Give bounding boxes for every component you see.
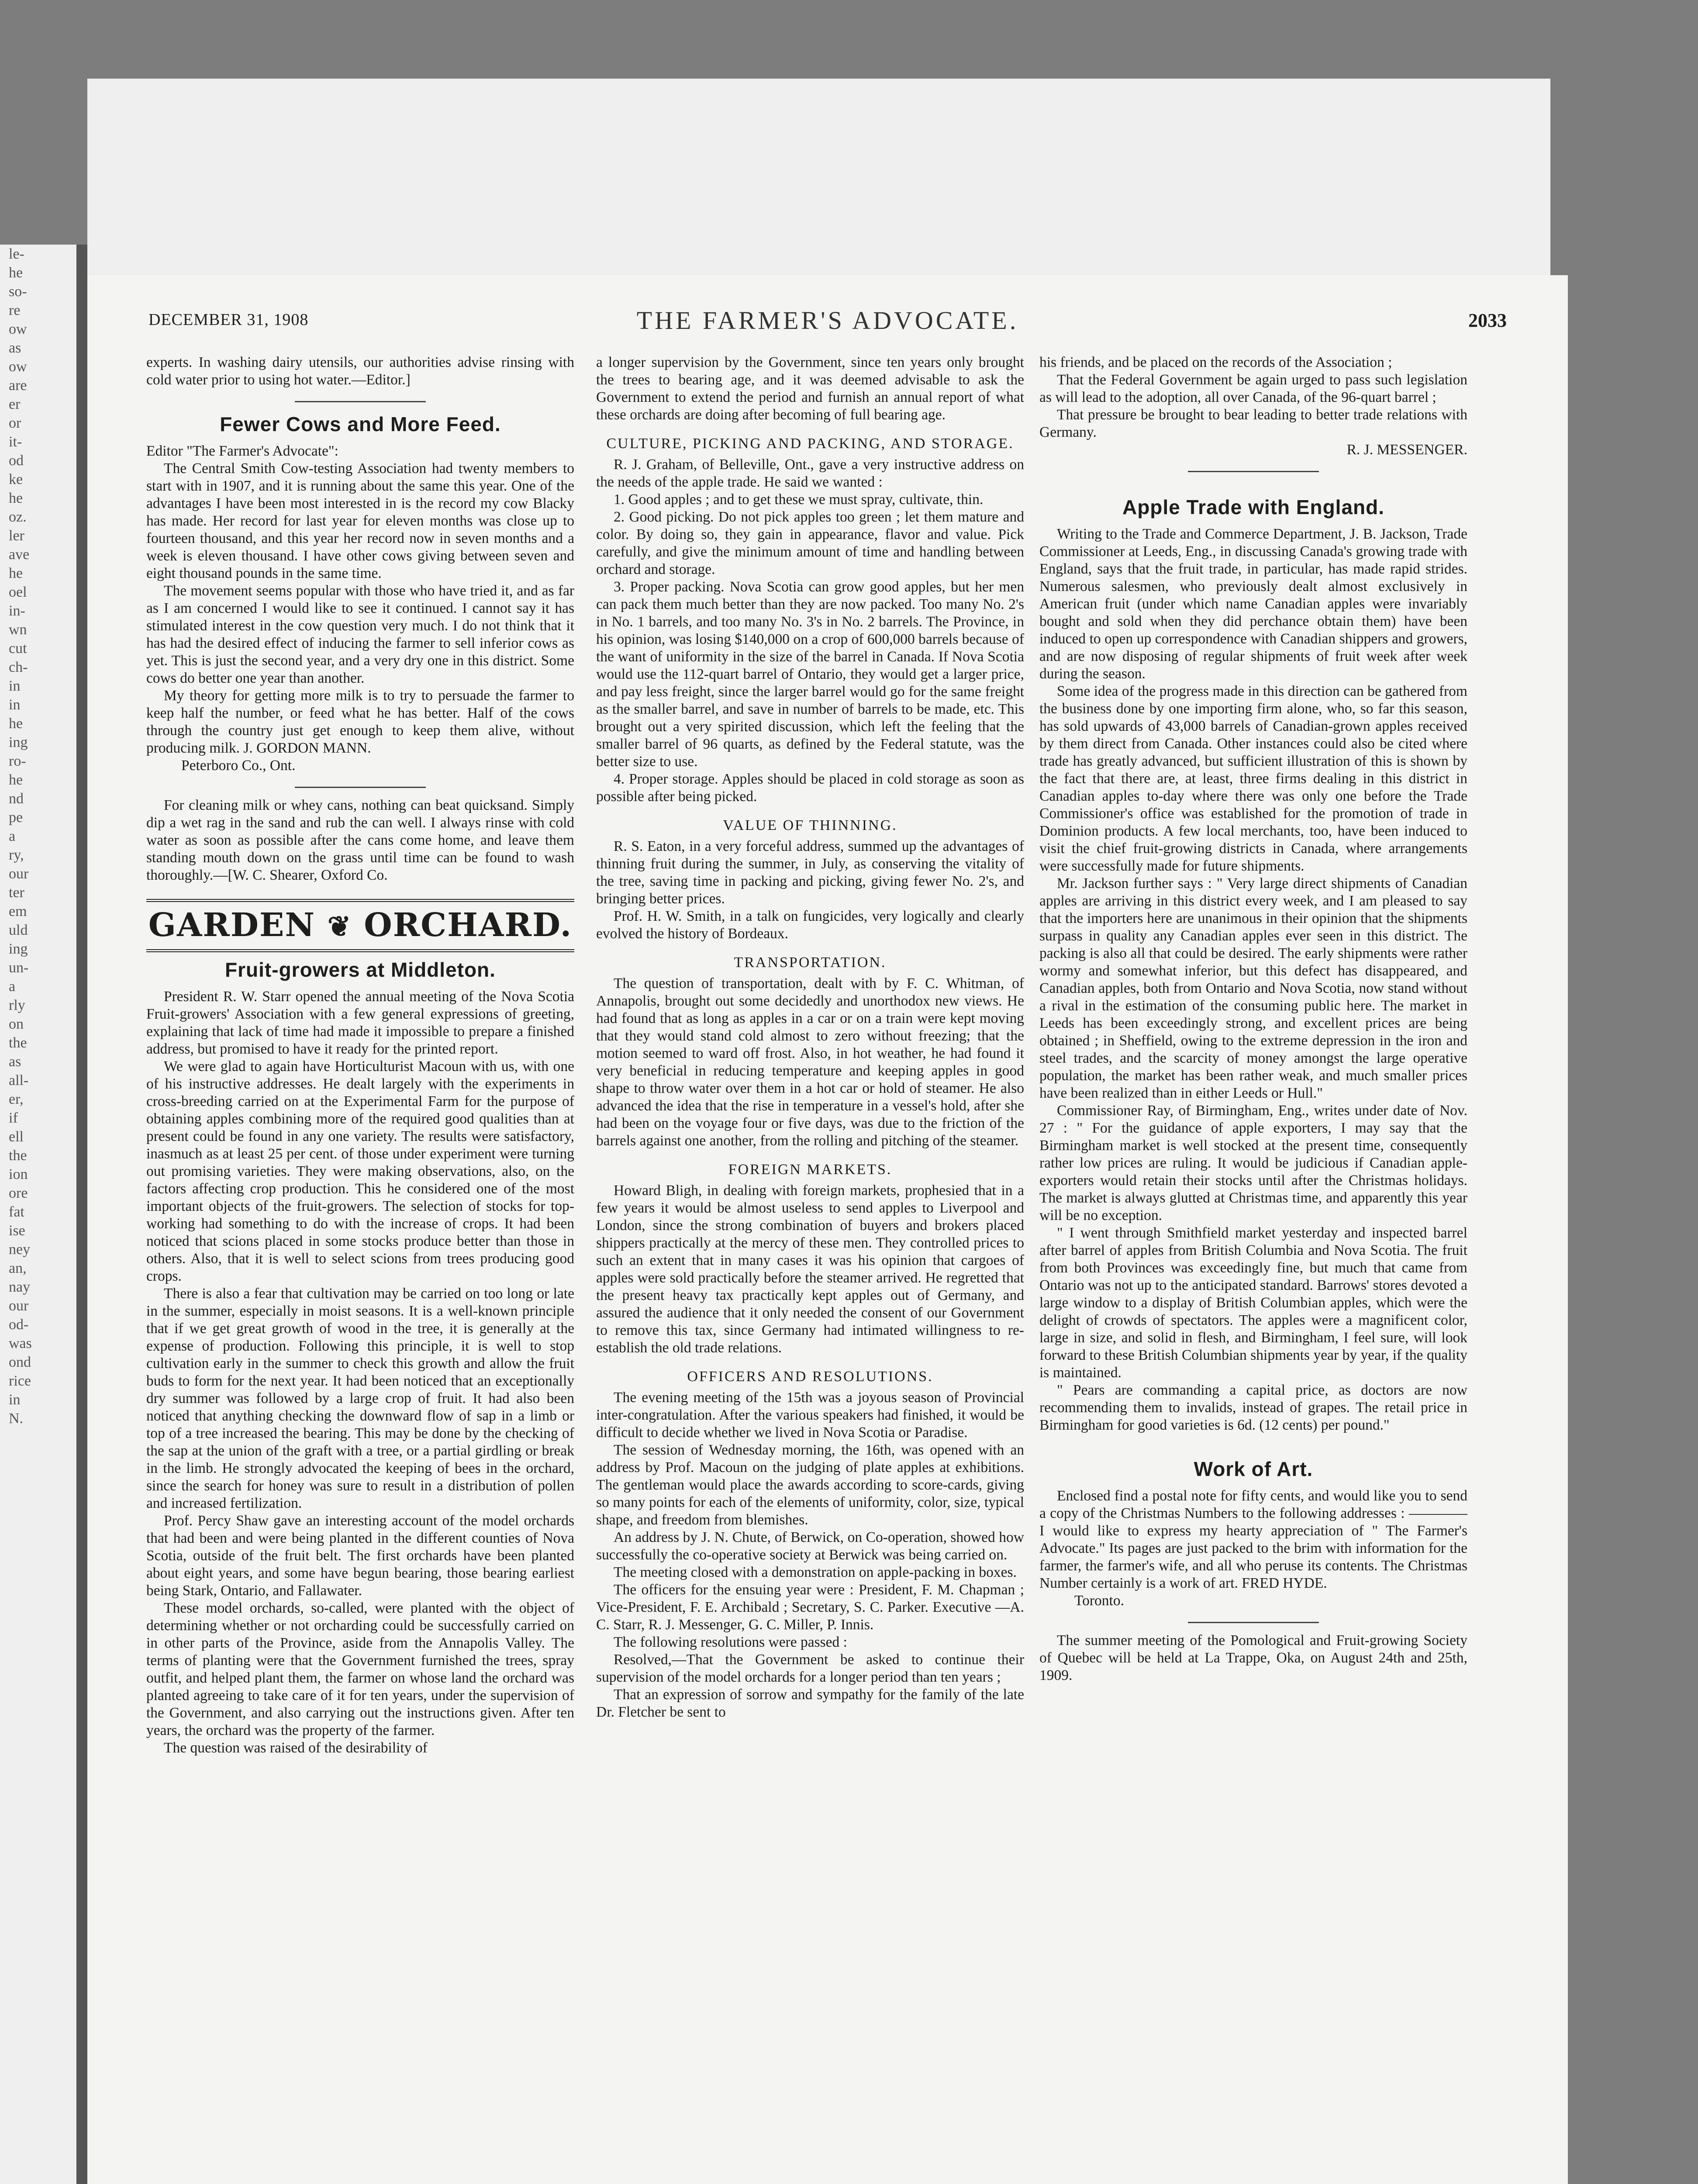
facing-page-fragment: ch- (9, 659, 28, 675)
paragraph: My theory for getting more milk is to try to persuade the farmer to keep half the number, or feed what he has better. Half of the cows through the country just get enough to keep them alive, without producing milk. J. GORDON MANN. (146, 688, 574, 756)
department-word: GARDEN (148, 906, 316, 944)
page-gutter (76, 245, 87, 2184)
paragraph: That an expression of sorrow and sympathy for the family of the late Dr. Fletcher be sent to (596, 1686, 1024, 1720)
facing-page-fragment: our (9, 866, 29, 882)
facing-page-fragment: he (9, 772, 23, 788)
paragraph: The Central Smith Cow-testing Association had twenty members to start with in 1907, and it is running about the same this year. One of the advantages I have been most interested in is the record my cow Blacky has made. Her record for last year for eleven months was close up to fourteen thousand, and this year her record now in seven months and a week is eleven thousand. I have other cows giving between seven and eight thousand pounds in the same time. (146, 460, 574, 581)
facing-page-fragment: ond (9, 1354, 31, 1370)
paragraph: " Pears are commanding a capital price, as doctors are now recommending them to invalids, instead of grapes. The retail price in Birmingham for good varieties is 6d. (12 cents) per pound." (1039, 1382, 1467, 1433)
headline-fewer-cows: Fewer Cows and More Feed. (220, 413, 501, 435)
paragraph: experts. In washing dairy utensils, our authorities advise rinsing with cold water prior to using hot water.—Editor.] (146, 354, 574, 388)
facing-page-fragment: in (9, 678, 21, 694)
paragraph: 2. Good picking. Do not pick apples too green ; let them mature and color. By doing so, they gain in appearance, flavor and value. Pick carefully, and give the minimum amount of time and handling between orchard and storage. (596, 509, 1024, 577)
newspaper-page (87, 275, 1568, 2184)
facing-page-fragment: ler (9, 528, 24, 544)
facing-page-fragment: as (9, 340, 21, 356)
column-1 (146, 354, 574, 1757)
facing-page-fragment: em (9, 903, 27, 919)
facing-page-fragment: pe (9, 809, 23, 826)
paragraph: These model orchards, so-called, were planted with the object of determining whether or not orcharding could be successfully carried on in other parts of the Province, aside from the Annapolis Valley. The terms of planting were that the Government furnished the trees, spray outfit, and helped plant them, the farmer on whose land the orchard was planted agreeing to take care of it for ten years, under the supervision of the Government, and also carrying out the instructions given. After ten years, the orchard was the property of the farmer. (146, 1600, 574, 1738)
headline-work-of-art: Work of Art. (1194, 1458, 1313, 1480)
facing-page-fragment: nay (9, 1279, 31, 1295)
facing-page-fragment: ry, (9, 847, 24, 863)
divider (295, 401, 426, 402)
paragraph: Some idea of the progress made in this direction can be gathered from the business done by one importing firm alone, who, so far this season, has sold upwards of 43,000 barrels of Canadian-grown apples received by them direct from Canada. Other instances could also be cited where trade has greatly advanced, but sufficient illustration of this is shown by the fact that there are, at least, three firms dealing in this district in Canadian apples to-day where there was only one before the Trade Commissioner's office was established for the promotion of trade in Dominion products. A few local merchants, too, have been induced to visit the chief fruit-growing districts in Canada, where arrangements were successfully made for future shipments. (1039, 683, 1467, 874)
paragraph: We were glad to again have Horticulturist Macoun with us, with one of his instructive addresses. He dealt largely with the experiments in cross-breeding carried on at the Experimental Farm for the purpose of obtaining apples combining more of the required good qualities than at present could be found in any one variety. The results were satisfactory, inasmuch as at least 25 per cent. of those under experiment were turning out promising varieties. They were making observations, also, on the factors affecting crop production. This he considered one of the most important objects of the fruit-growers. The selection of stocks for top-working had something to do with the increase of crops. It had been noticed that scions placed in some stocks produce better than those in others. Also, that it is well to select scions from trees producing good crops. (146, 1058, 574, 1284)
facing-page-fragment: fat (9, 1204, 24, 1220)
facing-page-fragment: all- (9, 1072, 29, 1089)
signature: R. J. MESSENGER. (1346, 442, 1467, 458)
facing-page-fragment: or (9, 415, 21, 431)
paragraph: Resolved,—That the Government be asked to continue their supervision of the model orchards for a longer period than ten years ; (596, 1652, 1024, 1685)
facing-page-fragment: N. (9, 1410, 24, 1427)
paragraph: That the Federal Government be again urged to pass such legislation as will lead to the adoption, all over Canada, of the 96-quart barrel ; (1039, 372, 1467, 405)
facing-page-fragment: was (9, 1335, 32, 1351)
paragraph: R. J. Graham, of Belleville, Ont., gave a very instructive address on the needs of the apple trade. He said we wanted : (596, 456, 1024, 490)
facing-page-fragment: ell (9, 1129, 24, 1145)
facing-page-fragment: cut (9, 640, 27, 657)
paragraph: The movement seems popular with those who have tried it, and as far as I am concerned I would like to see it continued. I cannot say it has stimulated interest in the cow question very much. I do not think that it has had the desired effect of inducing the farmer to sell inferior cows as yet. This is just the second year, and a very dry one in this district. Some cows do better one year than another. (146, 583, 574, 686)
facing-page-fragment: ke (9, 471, 23, 487)
paragraph: Writing to the Trade and Commerce Department, J. B. Jackson, Trade Commissioner at Leeds, Eng., in discussing Canada's growing trade with England, says that the fruit trade, in particular, has made rapid strides. Numerous salesmen, who previously dealt almost exclusively in American fruit (under which name Canadian apples were invariably bought and sold when they did perchance obtain them) have been induced to open up correspondence with Canadian shippers and growers, and are now disposing of regular shipments of fruit week after week during the season. (1039, 526, 1467, 682)
facing-page-fragment: he (9, 715, 23, 732)
facing-page-fragment: re (9, 302, 21, 318)
column-2 (596, 354, 1024, 1721)
facing-page-fragment: uld (9, 922, 28, 938)
paragraph: a longer supervision by the Government, since ten years only brought the trees to bearing age, and it was deemed advisable to ask the Government to extend the period and furnish an annual report of what these orchards are doing after becoming of full bearing age. (596, 354, 1024, 423)
facing-page-fragment: er, (9, 1091, 24, 1107)
paragraph: The following resolutions were passed : (614, 1634, 847, 1650)
masthead-title: THE FARMER'S ADVOCATE. (636, 306, 1019, 335)
divider (1188, 1622, 1319, 1623)
divider (1188, 471, 1319, 472)
paragraph: The session of Wednesday morning, the 16th, was opened with an address by Prof. Macoun on the judging of plate apples at exhibitions. The gentleman would place the awards according to score-cards, giving so many points for each of the elements of uniformity, color, size, typical shape, and freedom from blemishes. (596, 1442, 1024, 1528)
dateline: Peterboro Co., Ont. (181, 757, 296, 774)
facing-page-fragment: od (9, 453, 24, 469)
issue-date: DECEMBER 31, 1908 (148, 311, 309, 329)
dateline: Toronto. (1074, 1593, 1124, 1609)
paragraph: The question of transportation, dealt with by F. C. Whitman, of Annapolis, brought out some decidedly and unorthodox new views. He had found that as long as apples in a car or on a train were kept moving that they would stand cold almost to zero without freezing; that the motion seemed to ward off frost. Also, in hot weather, he had found it very beneficial in reducing temperature and keeping apples in good shape to throw water over them in a hot car or hold of steamer. He also advanced the idea that the rise in temperature in a vessel's hold, after she had been on the voyage four or five days, was due to the friction of the barrels against one another, from the rolling and pitching of the steamer. (596, 975, 1024, 1149)
facing-page-fragment: in (9, 697, 21, 713)
facing-page-fragment: oel (9, 584, 27, 600)
paragraph: R. S. Eaton, in a very forceful address, summed up the advantages of thinning fruit during the summer, in July, as conserving the vitality of the tree, saving time in packing and picking, giving fewer No. 2's, and bringing better prices. (596, 838, 1024, 907)
facing-page-fragment: if (9, 1110, 18, 1126)
section-heading: VALUE OF THINNING. (723, 817, 897, 833)
facing-page-fragment: as (9, 1054, 21, 1070)
facing-page-fragment: so- (9, 283, 27, 300)
running-head (148, 306, 1507, 336)
paragraph: The question was raised of the desirability of (164, 1740, 428, 1756)
facing-page-fragment: ow (9, 321, 27, 337)
section-heading: OFFICERS AND RESOLUTIONS. (687, 1368, 933, 1385)
facing-page-fragment: er (9, 396, 21, 412)
page-number: 2033 (1468, 310, 1507, 331)
paragraph: Prof. Percy Shaw gave an interesting account of the model orchards that had been and were being planted in the different counties of Nova Scotia, outside of the fruit belt. The first orchards have been planted about eight years, and some have begun bearing, those bearing earliest being Stark, Ontario, and Fallawater. (146, 1513, 574, 1599)
facing-page-fragment: on (9, 1016, 24, 1032)
facing-page-fragment: an, (9, 1260, 27, 1276)
facing-page-fragment: un- (9, 960, 29, 976)
facing-page-fragment: are (9, 377, 27, 394)
headline-apple-trade: Apple Trade with England. (1122, 496, 1385, 518)
department-word: ORCHARD. (364, 906, 573, 944)
facing-page-fragment: ow (9, 359, 27, 375)
facing-page-fragment: the (9, 1035, 27, 1051)
paragraph: Howard Bligh, in dealing with foreign markets, prophesied that in a few years it would be almost useless to send apples to Liverpool and London, since the strong combination of buyers and brokers placed shippers practically at the mercy of these men. They controlled prices to such an extent that in many cases it was his opinion that cargoes of apples were sold practically before the steamer arrived. He regretted that the present heavy tax practically kept apples out of Germany, and assured the audience that it only needed the consent of our Government to remove this tax, since Germany had intimated willingness to re-establish the old trade relations. (596, 1182, 1024, 1356)
facing-page-fragment: od- (9, 1317, 29, 1333)
previous-page-edge (87, 79, 1550, 288)
divider (295, 787, 426, 788)
facing-page-fragment: our (9, 1298, 29, 1314)
paragraph: That pressure be brought to bear leading to better trade relations with Germany. (1039, 407, 1467, 440)
leaf-ornament-icon: ❦ (327, 910, 352, 943)
paragraph: President R. W. Starr opened the annual meeting of the Nova Scotia Fruit-growers' Association with a few general expressions of greeting, explaining that lack of time had made it impossible to prepare a finished address, but promised to have it ready for the printed report. (146, 988, 574, 1057)
facing-page-fragment: it- (9, 434, 22, 450)
salutation: Editor "The Farmer's Advocate": (146, 443, 338, 459)
section-heading: CULTURE, PICKING AND PACKING, AND STORAGE. (606, 435, 1014, 452)
paragraph: Mr. Jackson further says : " Very large direct shipments of Canadian apples are arriving in this district every week, and I am pleased to say that the importers here are unanimous in their opinion that the shipments surpass in quality any Canadian apples ever seen in this district. The packing is also all that could be desired. The early shipments were rather wormy and somewhat inferior, but this defect has disappeared, and Canadian apples, both from Ontario and Nova Scotia, now stand without a rival in the estimation of the consuming public here. The market in Leeds has been exceedingly strong, and excellent prices are being obtained ; in Sheffield, owing to the extreme depression in the iron and steel trades, and the scarcity of money amongst the large operative population, the market has been rather weak, and much smaller prices have been realized than in either Leeds or Hull." (1039, 875, 1467, 1101)
facing-page-fragment: in (9, 1392, 21, 1408)
facing-page-fragment: he (9, 490, 23, 506)
paragraph: For cleaning milk or whey cans, nothing can beat quicksand. Simply dip a wet rag in the sand and rub the can well. I always rinse with cold water as soon as possible after the cans come home, and leave them standing mouth down on the grass until time can be found to wash thoroughly.—[W. C. Shearer, Oxford Co. (146, 797, 574, 883)
facing-page-fragment: he (9, 565, 23, 581)
paragraph: 1. Good apples ; and to get these we must spray, cultivate, thin. (614, 491, 984, 508)
facing-page-fragment: a (9, 828, 16, 844)
paragraph: The summer meeting of the Pomological and Fruit-growing Society of Quebec will be held at La Trappe, Oka, on August 24th and 25th, 1909. (1039, 1632, 1467, 1683)
section-heading: FOREIGN MARKETS. (728, 1161, 892, 1178)
facing-page-fragment: le- (9, 246, 24, 262)
headline-fruit-growers: Fruit-growers at Middleton. (225, 958, 496, 981)
facing-page-fragment: ion (9, 1166, 28, 1182)
facing-page-fragment: ore (9, 1185, 28, 1201)
paragraph: The evening meeting of the 15th was a joyous season of Provincial inter-congratulation. After the various speakers had finished, it would be difficult to decide whether we lived in Nova Scotia or Paradise. (596, 1389, 1024, 1441)
paragraph: Commissioner Ray, of Birmingham, Eng., writes under date of Nov. 27 : " For the guidance of apple exporters, I may say that the Birmingham market is well stocked at the present time, consequently rather low prices are ruling. It would be judicious if Canadian apple-exporters would retain their stocks until after the Christmas holidays. The market is always glutted at Christmas time, and apparently this year will be no exception. (1039, 1102, 1467, 1223)
facing-page-fragment: oz. (9, 509, 27, 525)
facing-page-fragment: ave (9, 546, 30, 563)
paragraph: An address by J. N. Chute, of Berwick, on Co-operation, showed how successfully the co-operative society at Berwick was being carried on. (596, 1529, 1024, 1563)
facing-page-fragment: nd (9, 791, 24, 807)
facing-page-fragment: ney (9, 1241, 31, 1258)
paragraph: 3. Proper packing. Nova Scotia can grow good apples, but her men can pack them much better than they are now packed. Too many No. 2's in No. 1 barrels, and too many No. 3's in No. 2 barrels. The Province, in his opinion, was losing $140,000 on a crop of 600,000 barrels because of the want of uniformity in the size of the barrel in Canada. If Nova Scotia would use the 112-quart barrel of Ontario, they would get a larger price, and pay less freight, since the larger barrel would go for the same freight as the smaller barrel, and save in number of barrels to be made, etc. This brought out a very spirited discussion, which left the feeling that the smaller barrel of 96 quarts, as defined by the Federal statute, was the better size to use. (596, 579, 1024, 770)
paragraph: Enclosed find a postal note for fifty cents, and would like you to send a copy of the Christmas Numbers to the following addresses : ———— I would like to express my hearty appreciation of " The Farmer's Advocate." Its pages are just packed to the brim with information for the farmer, the farmer's wife, and all who peruse its contents. The Christmas Number certainly is a work of art. FRED HYDE. (1039, 1488, 1467, 1591)
department-banner-garden-orchard (146, 899, 574, 952)
facing-page-fragment: ter (9, 885, 24, 901)
facing-page-fragment: rice (9, 1373, 31, 1389)
paragraph: his friends, and be placed on the records of the Association ; (1039, 354, 1392, 370)
facing-page-fragment: ing (9, 941, 28, 957)
column-3 (1039, 354, 1467, 1684)
paragraph: " I went through Smithfield market yesterday and inspected barrel after barrel of apples from British Columbia and Nova Scotia. The fruit from both Provinces was exceedingly fine, but much that came from Ontario was not up to the anticipated standard. Barrows' stores devoted a large window to a display of British Columbian apples, which were the delight of crowds of spectators. The apples were a magnificent color, large in size, and solid in flesh, and Birmingham, I feel sure, will look forward to these British Columbian shipments year by year, if the quality is maintained. (1039, 1225, 1467, 1381)
paragraph: The meeting closed with a demonstration on apple-packing in boxes. (614, 1564, 1017, 1580)
facing-page-fragment: a (9, 978, 16, 995)
facing-page-fragment: ise (9, 1223, 25, 1239)
paragraph: 4. Proper storage. Apples should be placed in cold storage as soon as possible after being picked. (596, 771, 1024, 805)
paragraph: There is also a fear that cultivation may be carried on too long or late in the summer, especially in moist seasons. It is a well-known principle that if we get great growth of wood in the tree, it is generally at the expense of production. Following this principle, it is well to stop cultivation early in the summer to check this growth and allow the fruit buds to form for the next year. It had been noticed that an exceptionally dry summer was followed by a large crop of fruit. It had also been noticed that anything checking the downward flow of sap in a limb or top of a tree increased the bearing. This may be done by the checking of the sap at the union of the graft with a tree, or a partial girdling or break in the limb. He strongly advocated the keeping of bees in the orchard, since the search for honey was sure to result in a distribution of pollen and increased fertilization. (146, 1286, 574, 1511)
facing-page-fragment: rly (9, 997, 25, 1013)
paragraph: Prof. H. W. Smith, in a talk on fungicides, very logically and clearly evolved the history of Bordeaux. (596, 908, 1024, 942)
facing-page-fragment: the (9, 1147, 27, 1164)
section-heading: TRANSPORTATION. (734, 954, 887, 971)
facing-page-fragment: ro- (9, 753, 26, 769)
paragraph: The officers for the ensuing year were : President, F. M. Chapman ; Vice-President, F. E. Archibald ; Secretary, S. C. Parker. Executive —A. C. Starr, R. J. Messenger, G. C. Miller, P. Innis. (596, 1582, 1024, 1633)
facing-page-fragment: in- (9, 603, 25, 619)
facing-page-fragment: ing (9, 734, 28, 750)
facing-page-fragment: wn (9, 622, 27, 638)
facing-page-strip (0, 245, 76, 2184)
facing-page-fragment: he (9, 265, 23, 281)
